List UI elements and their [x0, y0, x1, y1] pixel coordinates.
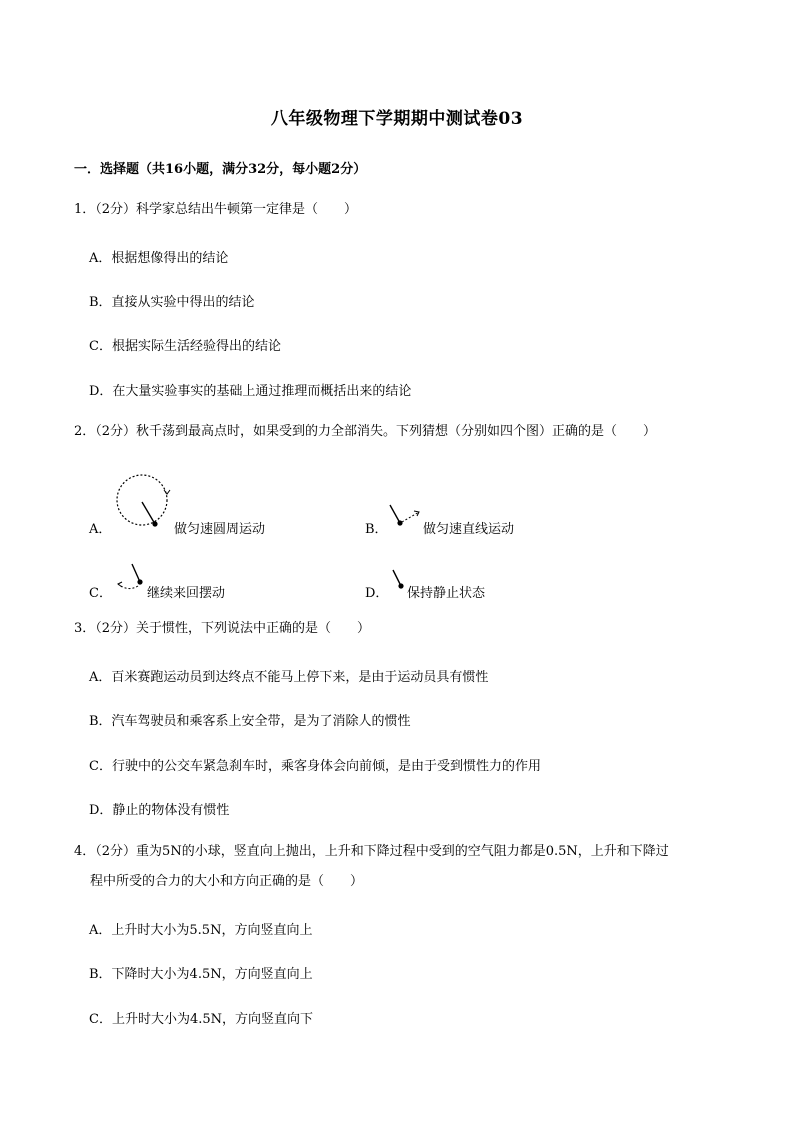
- question-4-option-c[interactable]: C．上升时大小为4.5N，方向竖直向下: [89, 1012, 313, 1027]
- straight-path-icon: [386, 502, 426, 532]
- question-1-option-c[interactable]: C．根据实际生活经验得出的结论: [89, 339, 281, 354]
- question-1-stem: 1．（2分）科学家总结出牛顿第一定律是（ ）: [74, 202, 358, 217]
- page-title: 八年级物理下学期期中测试卷03: [270, 109, 524, 129]
- question-2-option-b-caption: 做匀速直线运动: [423, 522, 515, 537]
- question-4-option-a[interactable]: A．上升时大小为5.5N，方向竖直向上: [89, 923, 313, 938]
- question-2-option-d-caption: 保持静止状态: [407, 586, 486, 601]
- question-2-option-d[interactable]: D．: [365, 586, 389, 601]
- static-pendulum-icon: [389, 568, 409, 594]
- question-4-stem-line-2: 程中所受的合力的大小和方向正确的是（ ）: [90, 874, 364, 889]
- question-2-option-b[interactable]: B．: [365, 522, 388, 537]
- question-1-option-a[interactable]: A．根据想像得出的结论: [89, 251, 229, 266]
- question-3-option-d[interactable]: D．静止的物体没有惯性: [89, 803, 230, 818]
- question-2-option-a-caption: 做匀速圆周运动: [174, 522, 266, 537]
- question-3-option-b[interactable]: B．汽车驾驶员和乘客系上安全带，是为了消除人的惯性: [89, 714, 411, 729]
- question-3-option-c[interactable]: C．行驶中的公交车紧急刹车时，乘客身体会向前倾，是由于受到惯性力的作用: [89, 759, 541, 774]
- question-2-option-c[interactable]: C．: [89, 586, 112, 601]
- circular-path-icon: [110, 470, 180, 535]
- section-heading: 一．选择题（共16小题，满分32分，每小题2分）: [74, 162, 367, 177]
- question-4-option-b[interactable]: B．下降时大小为4.5N，方向竖直向上: [89, 967, 313, 982]
- question-2-option-a[interactable]: A．: [89, 522, 112, 537]
- question-1-option-b[interactable]: B．直接从实验中得出的结论: [89, 295, 255, 310]
- question-4-stem-line-1: 4．（2分）重为5N的小球，竖直向上抛出，上升和下降过程中受到的空气阻力都是0.5N，上升和下降过: [74, 844, 669, 859]
- question-1-option-d[interactable]: D．在大量实验事实的基础上通过推理而概括出来的结论: [89, 384, 412, 399]
- question-2-stem: 2．（2分）秋千荡到最高点时，如果受到的力全部消失。下列猜想（分别如四个图）正确的是（ ）: [74, 424, 657, 439]
- question-3-stem: 3．（2分）关于惯性，下列说法中正确的是（ ）: [74, 621, 371, 636]
- swing-path-icon: [112, 562, 152, 598]
- question-3-option-a[interactable]: A．百米赛跑运动员到达终点不能马上停下来，是由于运动员具有惯性: [89, 670, 489, 685]
- question-2-option-c-caption: 继续来回摆动: [147, 586, 226, 601]
